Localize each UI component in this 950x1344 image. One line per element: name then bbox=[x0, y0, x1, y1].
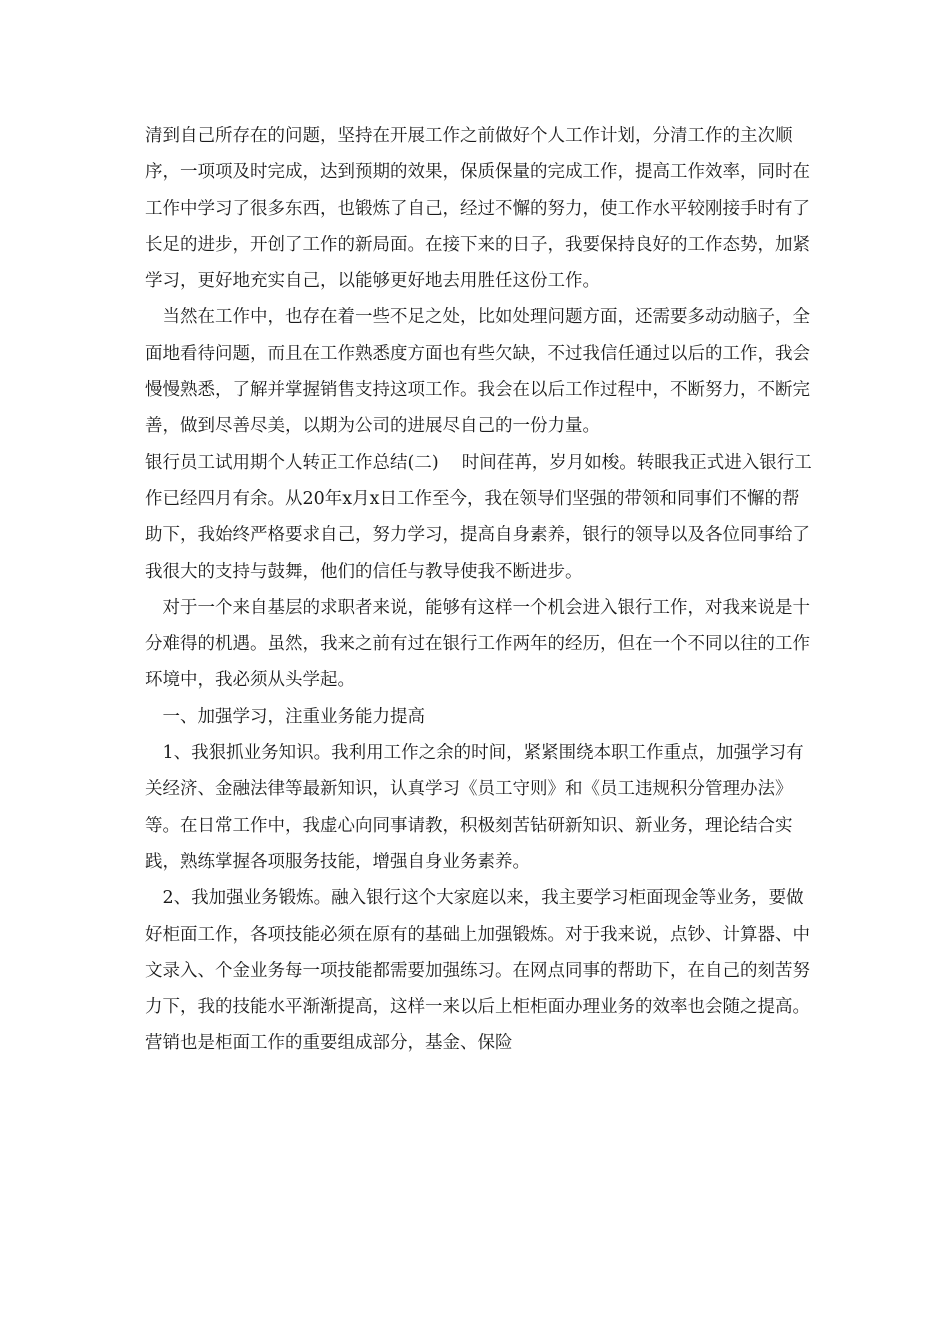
paragraph-business-knowledge: 1、我狠抓业务知识。我利用工作之余的时间，紧紧围绕本职工作重点，加强学习有关经济、金融法律等最新知识，认真学习《员工守则》和《员工违规积分管理办法》等。在日常工作中，我虚心向同事请教，积极刻苦钻研新知识、新业务，理论结合实践，熟练掌握各项服务技能，增强自身业务素养。 bbox=[145, 743, 804, 872]
paragraph-opportunity: 对于一个来自基层的求职者来说，能够有这样一个机会进入银行工作，对我来说是十分难得的机遇。虽然，我来之前有过在银行工作两年的经历，但在一个不同以往的工作环境中，我必须从头学起。 bbox=[145, 597, 810, 691]
paragraph-work-plan: 清到自己所存在的问题，坚持在开展工作之前做好个人工作计划，分清工作的主次顺序，一项项及时完成，达到预期的效果，保质保量的完成工作，提高工作效率，同时在工作中学习了很多东西，也锻炼了自己，经过不懈的努力，使工作水平较刚接手时有了长足的进步，开创了工作的新局面。在接下来的日子，我要保持良好的工作态势，加紧学习，更好地充实自己，以能够更好地去用胜任这份工作。 bbox=[145, 126, 810, 292]
paragraph-summary-two-intro: 银行员工试用期个人转正工作总结(二) 时间荏苒，岁月如梭。转眼我正式进入银行工作已经四月有余。从20年x月x日工作至今，我在领导们坚强的带领和同事们不懈的帮助下，我始终严格要求自己，努力学习，提高自身素养，银行的领导以及各位同事给了我很大的支持与鼓舞，他们的信任与教导使我不断进步。 bbox=[145, 452, 812, 582]
paragraph-business-training: 2、我加强业务锻炼。融入银行这个大家庭以来，我主要学习柜面现金等业务，要做好柜面工作，各项技能必须在原有的基础上加强锻炼。对于我来说，点钞、计算器、中文录入、个金业务每一项技能都需要加强练习。在网点同事的帮助下，在自己的刻苦努力下，我的技能水平渐渐提高，这样一来以后上柜柜面办理业务的效率也会随之提高。营销也是柜面工作的重要组成部分，基金、保险 bbox=[145, 888, 810, 1054]
section-heading-study: 一、加强学习，注重业务能力提高 bbox=[145, 706, 425, 727]
paragraph-shortcomings: 当然在工作中，也存在着一些不足之处，比如处理问题方面，还需要多动动脑子，全面地看待问题，而且在工作熟悉度方面也有些欠缺，不过我信任通过以后的工作，我会慢慢熟悉，了解并掌握销售支持这项工作。我会在以后工作过程中，不断努力，不断完善，做到尽善尽美，以期为公司的进展尽自己的一份力量。 bbox=[145, 307, 810, 437]
document-body bbox=[145, 118, 815, 1062]
